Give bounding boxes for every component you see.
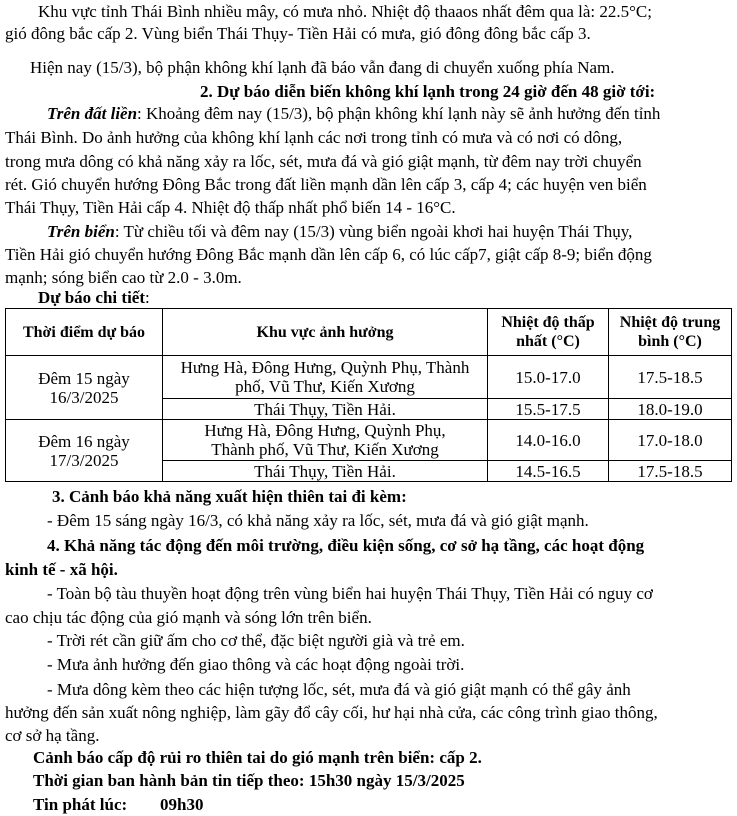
area-cell — [163, 420, 488, 461]
area-line-2: Thành phố, Vũ Thư, Kiến Xương — [211, 440, 439, 459]
forecast-table — [5, 308, 732, 482]
min-temp-cell: 14.5-16.5 — [488, 461, 609, 482]
min-temp-cell: 14.0-16.0 — [488, 420, 609, 461]
section-4-item-1-line-1: - Toàn bộ tàu thuyền hoạt động trên vùng biển hai huyện Thái Thụy, Tiền Hải có nguy cơ — [47, 584, 653, 603]
header-avg-line-2: bình (°C) — [638, 333, 702, 350]
area-line-1: Hưng Hà, Đông Hưng, Quỳnh Phụ, — [204, 421, 446, 440]
time-cell — [6, 420, 163, 482]
risk-level-warning: Cảnh báo cấp độ rủi ro thiên tai do gió mạnh trên biển: cấp 2. — [33, 748, 482, 767]
land-line-5: Thái Thụy, Tiền Hải cấp 4. Nhiệt độ thấp nhất phổ biến 14 - 16°C. — [5, 198, 456, 217]
land-line-3: trong mưa dông có khả năng xảy ra lốc, sét, mưa đá và gió giật mạnh, từ đêm nay trời chuyển — [5, 152, 642, 171]
section-4-item-2: - Trời rét cần giữ ấm cho cơ thể, đặc biệt người già và trẻ em. — [47, 631, 465, 650]
intro-line-1: Khu vực tỉnh Thái Bình nhiều mây, có mưa nhỏ. Nhiệt độ thaaos nhất đêm qua là: 22.5°C; — [38, 2, 652, 21]
next-issue-time: Thời gian ban hành bản tin tiếp theo: 15h30 ngày 15/3/2025 — [33, 771, 465, 790]
land-label: Trên đất liền — [47, 104, 138, 123]
avg-temp-cell: 17.5-18.5 — [609, 356, 732, 399]
header-min-line-1: Nhiệt độ thấp — [501, 314, 595, 331]
sea-line-2: Tiền Hải gió chuyển hướng Đông Bắc mạnh dần lên cấp 6, có lúc cấp7, giật cấp 8-9; biển động — [5, 245, 652, 264]
sea-label: Trên biển — [47, 222, 115, 241]
min-temp-cell: 15.5-17.5 — [488, 399, 609, 420]
section-4-item-4-line-3: cơ sở hạ tầng. — [5, 726, 100, 745]
detail-forecast-label — [38, 288, 150, 308]
area-cell: Thái Thụy, Tiền Hải. — [163, 461, 488, 482]
header-avg-temp — [609, 309, 732, 356]
sea-text-1: : Từ chiều tối và đêm nay (15/3) vùng biển ngoài khơi hai huyện Thái Thụy, — [114, 222, 633, 241]
area-line-2: phố, Vũ Thư, Kiến Xương — [235, 377, 415, 396]
land-text-1: : Khoảng đêm nay (15/3), bộ phận không khí lạnh này sẽ ảnh hưởng đến tỉnh — [137, 104, 661, 123]
time-line-1: Đêm 15 ngày — [38, 368, 130, 388]
area-cell: Thái Thụy, Tiền Hải. — [163, 399, 488, 420]
table-header-row — [6, 309, 732, 356]
intro-line-3: Hiện nay (15/3), bộ phận không khí lạnh đã báo vẫn đang di chuyển xuống phía Nam. — [30, 58, 615, 77]
header-avg-line-1: Nhiệt độ trung — [619, 314, 721, 331]
min-temp-cell: 15.0-17.0 — [488, 356, 609, 399]
issued-at-time: 09h30 — [160, 795, 204, 814]
detail-colon: : — [145, 288, 150, 307]
time-line-2: 17/3/2025 — [49, 450, 119, 470]
time-line-2: 16/3/2025 — [49, 387, 119, 407]
time-cell — [6, 356, 163, 420]
section-4-heading-line-2: kinh tế - xã hội. — [5, 560, 118, 579]
header-time: Thời điểm dự báo — [6, 309, 163, 356]
sea-paragraph-first-line — [47, 222, 632, 242]
header-min-line-2: nhất (°C) — [516, 333, 580, 350]
section-2-heading: 2. Dự báo diễn biến không khí lạnh trong 24 giờ đến 48 giờ tới: — [200, 82, 656, 101]
section-4-item-4-line-1: - Mưa dông kèm theo các hiện tượng lốc, sét, mưa đá và gió giật mạnh có thể gây ảnh — [47, 680, 631, 699]
intro-line-2: gió đông bắc cấp 2. Vùng biển Thái Thụy- Tiền Hải có mưa, gió đông đông bắc cấp 3. — [5, 24, 591, 43]
table-row — [6, 356, 732, 399]
section-4-item-1-line-2: cao chịu tác động của gió mạnh và sóng lớn trên biển. — [5, 608, 372, 627]
issued-at-label: Tin phát lúc: — [33, 795, 128, 814]
table-row — [6, 420, 732, 461]
avg-temp-cell: 17.0-18.0 — [609, 420, 732, 461]
land-line-2: Thái Bình. Do ảnh hưởng của không khí lạnh các nơi trong tỉnh có mưa và có nơi có dông, — [5, 128, 623, 147]
detail-label: Dự báo chi tiết — [38, 288, 145, 307]
sea-line-3: mạnh; sóng biển cao từ 2.0 - 3.0m. — [5, 268, 242, 287]
section-4-heading-line-1: 4. Khả năng tác động đến môi trường, điều kiện sống, cơ sở hạ tầng, các hoạt động — [47, 536, 645, 555]
header-area: Khu vực ảnh hưởng — [163, 309, 488, 356]
section-3-heading: 3. Cảnh báo khả năng xuất hiện thiên tai đi kèm: — [52, 487, 407, 506]
time-line-1: Đêm 16 ngày — [38, 431, 130, 451]
section-4-item-4-line-2: hưởng đến sản xuất nông nghiệp, làm gãy đổ cây cối, hư hại nhà cửa, các công trình giao thông, — [5, 703, 658, 722]
avg-temp-cell: 17.5-18.5 — [609, 461, 732, 482]
land-line-4: rét. Gió chuyển hướng Đông Bắc trong đất liền mạnh dần lên cấp 3, cấp 4; các huyện ven biển — [5, 175, 647, 194]
avg-temp-cell: 18.0-19.0 — [609, 399, 732, 420]
area-cell — [163, 356, 488, 399]
section-3-item-1: - Đêm 15 sáng ngày 16/3, có khả năng xảy ra lốc, sét, mưa đá và gió giật mạnh. — [47, 511, 589, 530]
land-paragraph-first-line — [47, 104, 660, 124]
header-min-temp — [488, 309, 609, 356]
area-line-1: Hưng Hà, Đông Hưng, Quỳnh Phụ, Thành — [180, 358, 470, 377]
section-4-item-3: - Mưa ảnh hưởng đến giao thông và các hoạt động ngoài trời. — [47, 655, 465, 674]
